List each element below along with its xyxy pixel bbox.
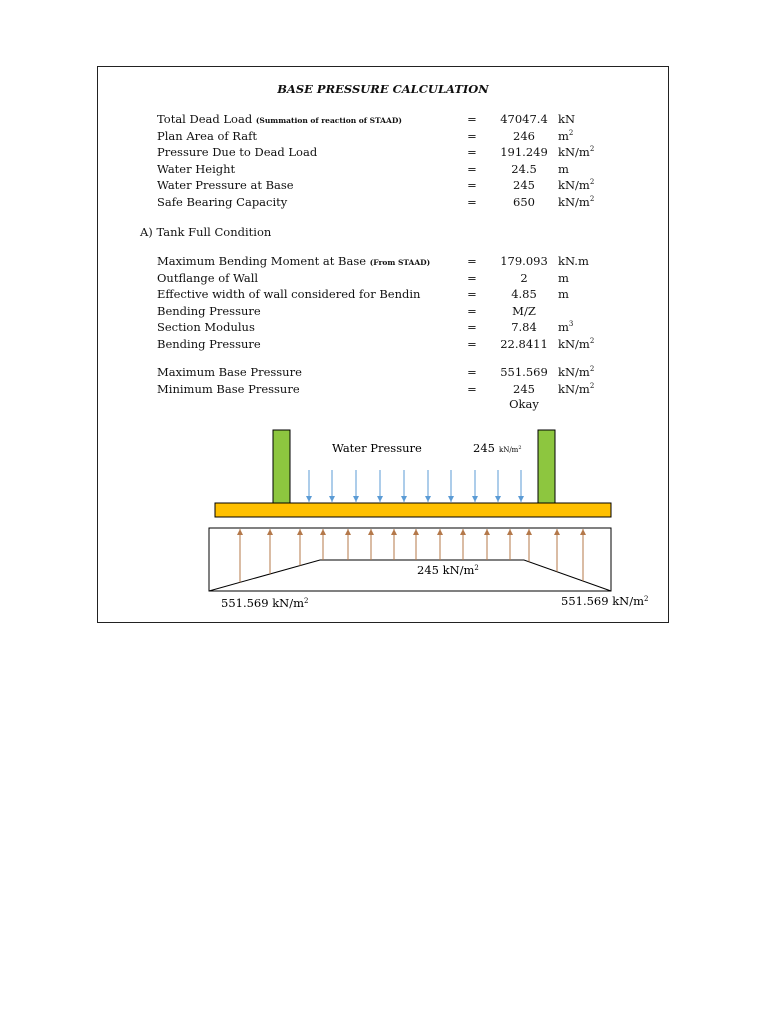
soil-arrow-head (437, 529, 443, 535)
equals-sign: = (467, 145, 477, 159)
soil-arrow-head (237, 529, 243, 535)
row-value: 650 (513, 194, 535, 209)
soil-pressure-profile (209, 560, 611, 591)
row-label-text: Safe Bearing Capacity (157, 194, 288, 209)
soil-arrow-head (391, 529, 397, 535)
row-unit-text: m (558, 270, 569, 285)
row-unit-text: kN/m (558, 178, 590, 192)
equals-sign: = (467, 194, 477, 209)
right-wall (538, 430, 555, 503)
row-unit-exponent: 2 (589, 194, 595, 203)
water-arrow-head (329, 496, 335, 502)
row-label-text: Water Pressure at Base (157, 178, 294, 192)
soil-arrow-head (507, 529, 513, 535)
row-value: 551.569 (500, 365, 548, 379)
row-label-text: Effective width of wall considered for Bendin (157, 287, 421, 301)
soil-arrow-head (368, 529, 374, 535)
equals-sign: = (467, 336, 477, 351)
row-unit-text: m (558, 161, 569, 176)
row-label-text: Minimum Base Pressure (157, 381, 300, 396)
equals-sign: = (467, 381, 477, 396)
row-value: 191.249 (500, 145, 548, 159)
soil-arrow-head (526, 529, 532, 535)
row-unit-text: kN/m (558, 194, 590, 209)
raft-slab (215, 503, 611, 517)
status-okay: Okay (509, 397, 539, 411)
soil-reaction-arrows (237, 529, 586, 582)
row-unit-text: kN.m (558, 254, 589, 268)
row-label-text: Pressure Due to Dead Load (157, 145, 318, 159)
equals-sign: = (467, 161, 477, 176)
row-label-text: Maximum Base Pressure (157, 365, 302, 379)
row-unit-text: kN/m (558, 145, 590, 159)
row-value: M/Z (512, 303, 536, 318)
row-label-text: Bending Pressure (157, 303, 261, 318)
row-value: 2 (520, 270, 528, 285)
soil-arrow-head (413, 529, 419, 535)
soil-arrow-head (580, 529, 586, 535)
water-arrow-head (495, 496, 501, 502)
equals-sign: = (467, 112, 477, 126)
water-pressure-value: 245 $kN/m^2$ (473, 441, 522, 455)
row-value: 24.5 (511, 161, 537, 176)
water-arrow-head (472, 496, 478, 502)
row-label-text: Bending Pressure (157, 336, 261, 351)
row-value: 4.85 (511, 287, 537, 301)
soil-arrow-head (345, 529, 351, 535)
soil-arrow-head (320, 529, 326, 535)
row-note: (From STAAD) (369, 258, 431, 267)
soil-arrow-head (554, 529, 560, 535)
water-arrow-head (425, 496, 431, 502)
row-unit-exponent: 2 (589, 381, 595, 390)
row-unit-exponent: 2 (589, 365, 595, 374)
row-unit-text: kN/m (558, 381, 590, 396)
equals-sign: = (467, 320, 477, 334)
row-unit-exponent: 3 (568, 320, 574, 329)
soil-arrow-head (267, 529, 273, 535)
equals-sign: = (467, 128, 477, 143)
water-arrow-head (518, 496, 524, 502)
water-arrow-head (353, 496, 359, 502)
row-unit-text: kN/m (558, 365, 590, 379)
row-value: 47047.4 (500, 112, 548, 126)
row-label-text: Section Modulus (157, 320, 255, 334)
row-label-text: Maximum Bending Moment at Base (157, 254, 367, 268)
row-unit-text: m (558, 128, 569, 143)
equals-sign: = (467, 365, 477, 379)
row-unit-text: m (558, 287, 569, 301)
water-arrow-head (306, 496, 312, 502)
row-unit-exponent: 2 (589, 145, 595, 154)
row-unit-text: m (558, 320, 569, 334)
soil-arrow-head (297, 529, 303, 535)
page-title: BASE PRESSURE CALCULATION (277, 82, 489, 96)
row-value: 7.84 (511, 320, 537, 334)
water-pressure-label: Water Pressure (332, 441, 422, 455)
section-heading-tank-full: A) Tank Full Condition (140, 225, 272, 239)
row-unit-exponent: 2 (589, 178, 595, 187)
soil-arrow-head (460, 529, 466, 535)
row-label-text: Plan Area of Raft (157, 128, 257, 143)
equals-sign: = (467, 287, 477, 301)
equals-sign: = (467, 270, 477, 285)
row-value: 179.093 (500, 254, 548, 268)
soil-arrow-head (484, 529, 490, 535)
row-unit-text: kN/m (558, 336, 590, 351)
base-right-pressure-label: 551.569 $kN/m^2$ (561, 594, 649, 608)
row-note: (Summation of reaction of STAAD) (255, 116, 402, 125)
row-unit-exponent: 2 (589, 336, 595, 345)
equals-sign: = (467, 178, 477, 192)
row-label-text: Outflange of Wall (157, 270, 259, 285)
row-value: 245 (513, 178, 535, 192)
row-unit-text: kN (558, 112, 576, 126)
base-left-pressure-label: 551.569 $kN/m^2$ (221, 596, 309, 610)
left-wall (273, 430, 290, 503)
equals-sign: = (467, 303, 477, 318)
row-label-text: Total Dead Load (157, 112, 253, 126)
row-unit-exponent: 2 (568, 128, 574, 137)
equals-sign: = (467, 254, 477, 268)
row-value: 245 (513, 381, 535, 396)
water-pressure-arrows (306, 470, 524, 502)
row-value: 246 (513, 128, 535, 143)
water-arrow-head (401, 496, 407, 502)
water-arrow-head (448, 496, 454, 502)
base-min-pressure-label: 245 $kN/m^2$ (417, 563, 479, 577)
row-value: 22.8411 (500, 336, 548, 351)
water-arrow-head (377, 496, 383, 502)
row-label-text: Water Height (157, 161, 236, 176)
